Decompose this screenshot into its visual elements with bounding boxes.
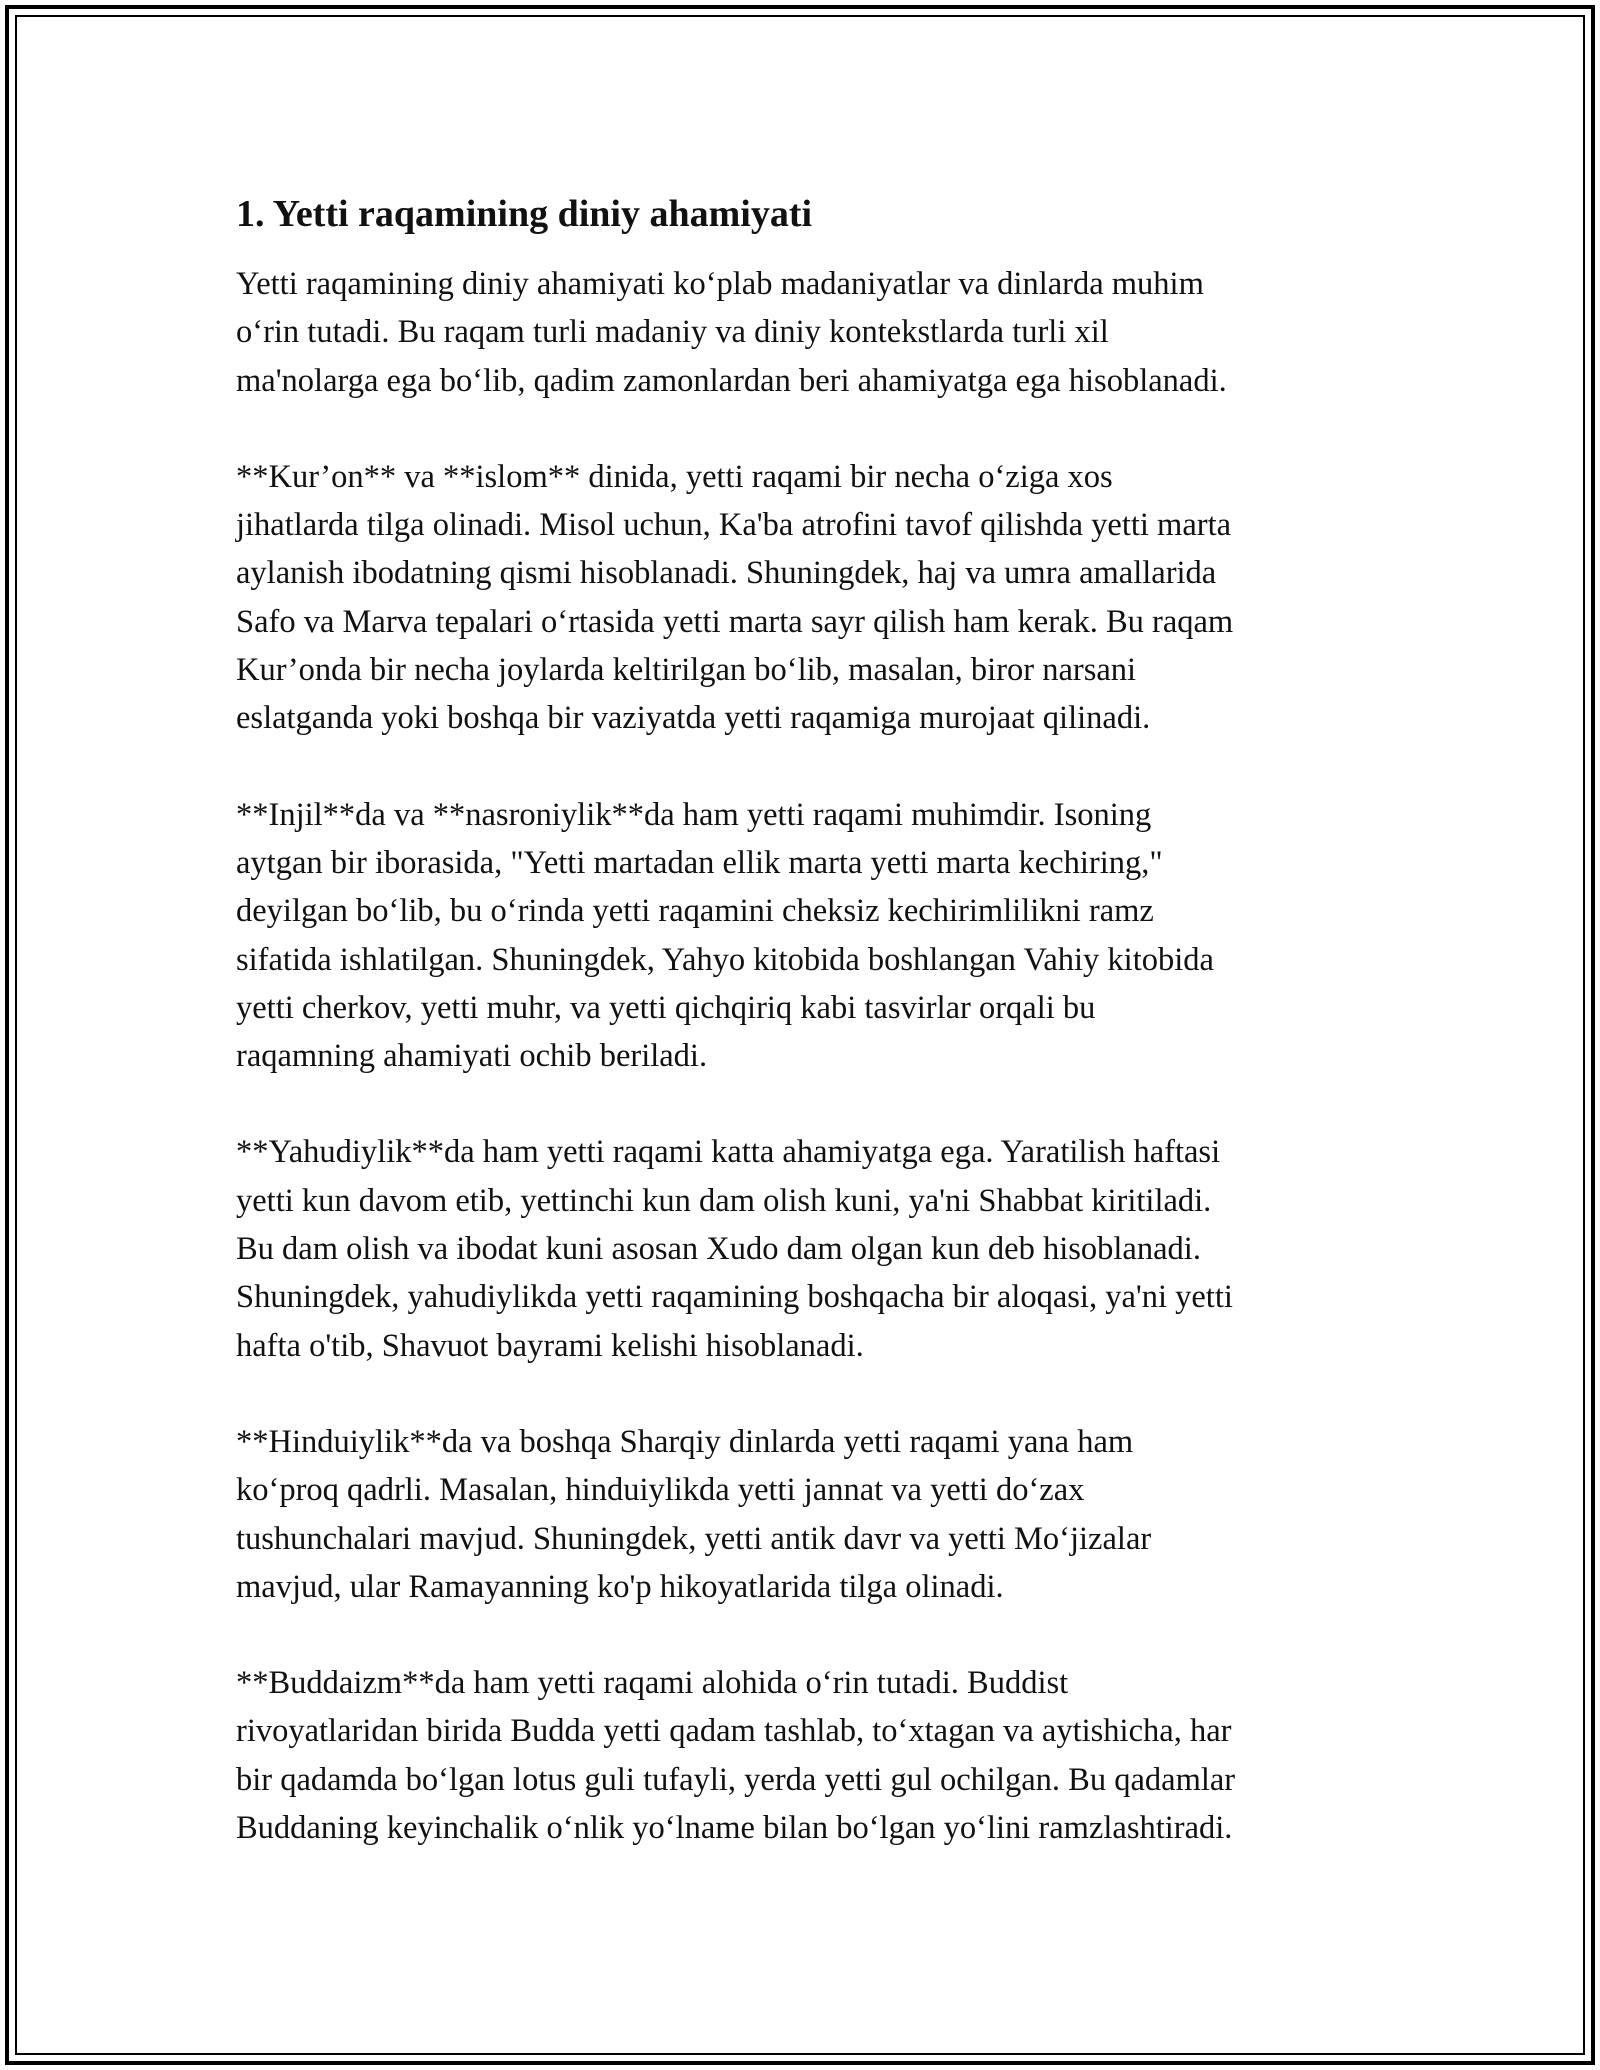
section-heading: 1. Yetti raqamining diniy ahamiyati: [236, 193, 813, 235]
text-line: **Hinduiylik**da va boshqa Sharqiy dinlarda yetti raqami yana ham: [236, 1423, 1134, 1460]
paragraph-hinduism: [236, 1418, 1376, 1611]
text-line: **Yahudiylik**da ham yetti raqami katta ahamiyatga ega. Yaratilish haftasi: [236, 1134, 1221, 1171]
text-line: **Kur’on** va **islom** dinida, yetti raqami bir necha o‘ziga xos: [236, 458, 1113, 495]
text-line: rivoyatlaridan birida Budda yetti qadam tashlab, to‘xtagan va aytishicha, har: [236, 1713, 1232, 1750]
text-line: Safo va Marva tepalari o‘rtasida yetti marta sayr qilish ham kerak. Bu raqam: [236, 603, 1234, 640]
text-line: deyilgan bo‘lib, bu o‘rinda yetti raqamini cheksiz kechirimlilikni ramz: [236, 893, 1154, 930]
text-line: Shuningdek, yahudiylikda yetti raqamining boshqacha bir aloqasi, ya'ni yetti: [236, 1279, 1233, 1316]
text-line: yetti cherkov, yetti muhr, va yetti qichqiriq kabi tasvirlar orqali bu: [236, 989, 1096, 1026]
text-line: o‘rin tutadi. Bu raqam turli madaniy va diniy kontekstlarda turli xil: [236, 314, 1109, 351]
text-line: hafta o'tib, Shavuot bayrami kelishi hisoblanadi.: [236, 1327, 864, 1364]
text-line: eslatganda yoki boshqa bir vaziyatda yetti raqamiga murojaat qilinadi.: [236, 700, 1151, 737]
text-line: bir qadamda bo‘lgan lotus guli tufayli, yerda yetti gul ochilgan. Bu qadamlar: [236, 1761, 1236, 1798]
text-line: tushunchalari mavjud. Shuningdek, yetti antik davr va yetti Mo‘jizalar: [236, 1520, 1152, 1557]
text-line: Bu dam olish va ibodat kuni asosan Xudo dam olgan kun deb hisoblanadi.: [236, 1231, 1201, 1268]
text-line: aylanish ibodatning qismi hisoblanadi. Shuningdek, haj va umra amallarida: [236, 555, 1217, 592]
paragraph-islam: [236, 453, 1376, 743]
text-line: jihatlarda tilga olinadi. Misol uchun, Ka'ba atrofini tavof qilishda yetti marta: [236, 507, 1232, 544]
text-line: aytgan bir iborasida, "Yetti martadan ellik marta yetti marta kechiring,": [236, 844, 1163, 881]
document-body: [236, 186, 1376, 1900]
text-line: raqamning ahamiyati ochib beriladi.: [236, 1038, 708, 1075]
text-line: **Injil**da va **nasroniylik**da ham yetti raqami muhimdir. Isoning: [236, 796, 1152, 833]
text-line: ma'nolarga ega bo‘lib, qadim zamonlardan beri ahamiyatga ega hisoblanadi.: [236, 362, 1227, 399]
paragraph-buddhism: [236, 1659, 1376, 1852]
text-line: **Buddaizm**da ham yetti raqami alohida o‘rin tutadi. Buddist: [236, 1665, 1069, 1702]
text-line: mavjud, ular Ramayanning ko'p hikoyatlarida tilga olinadi.: [236, 1568, 1004, 1605]
text-line: yetti kun davom etib, yettinchi kun dam olish kuni, ya'ni Shabbat kiritiladi.: [236, 1182, 1212, 1219]
paragraph-intro: [236, 260, 1376, 405]
text-line: Kur’onda bir necha joylarda keltirilgan bo‘lib, masalan, biror narsani: [236, 652, 1137, 689]
text-line: Yetti raqamining diniy ahamiyati ko‘plab madaniyatlar va dinlarda muhim: [236, 266, 1204, 302]
text-line: ko‘proq qadrli. Masalan, hinduiylikda yetti jannat va yetti do‘zax: [236, 1472, 1085, 1509]
paragraph-christianity: [236, 791, 1376, 1081]
paragraph-judaism: [236, 1128, 1376, 1369]
text-line: sifatida ishlatilgan. Shuningdek, Yahyo kitobida boshlangan Vahiy kitobida: [236, 941, 1214, 978]
text-line: Buddaning keyinchalik o‘nlik yo‘lname bilan bo‘lgan yo‘lini ramzlashtiradi.: [236, 1810, 1233, 1847]
